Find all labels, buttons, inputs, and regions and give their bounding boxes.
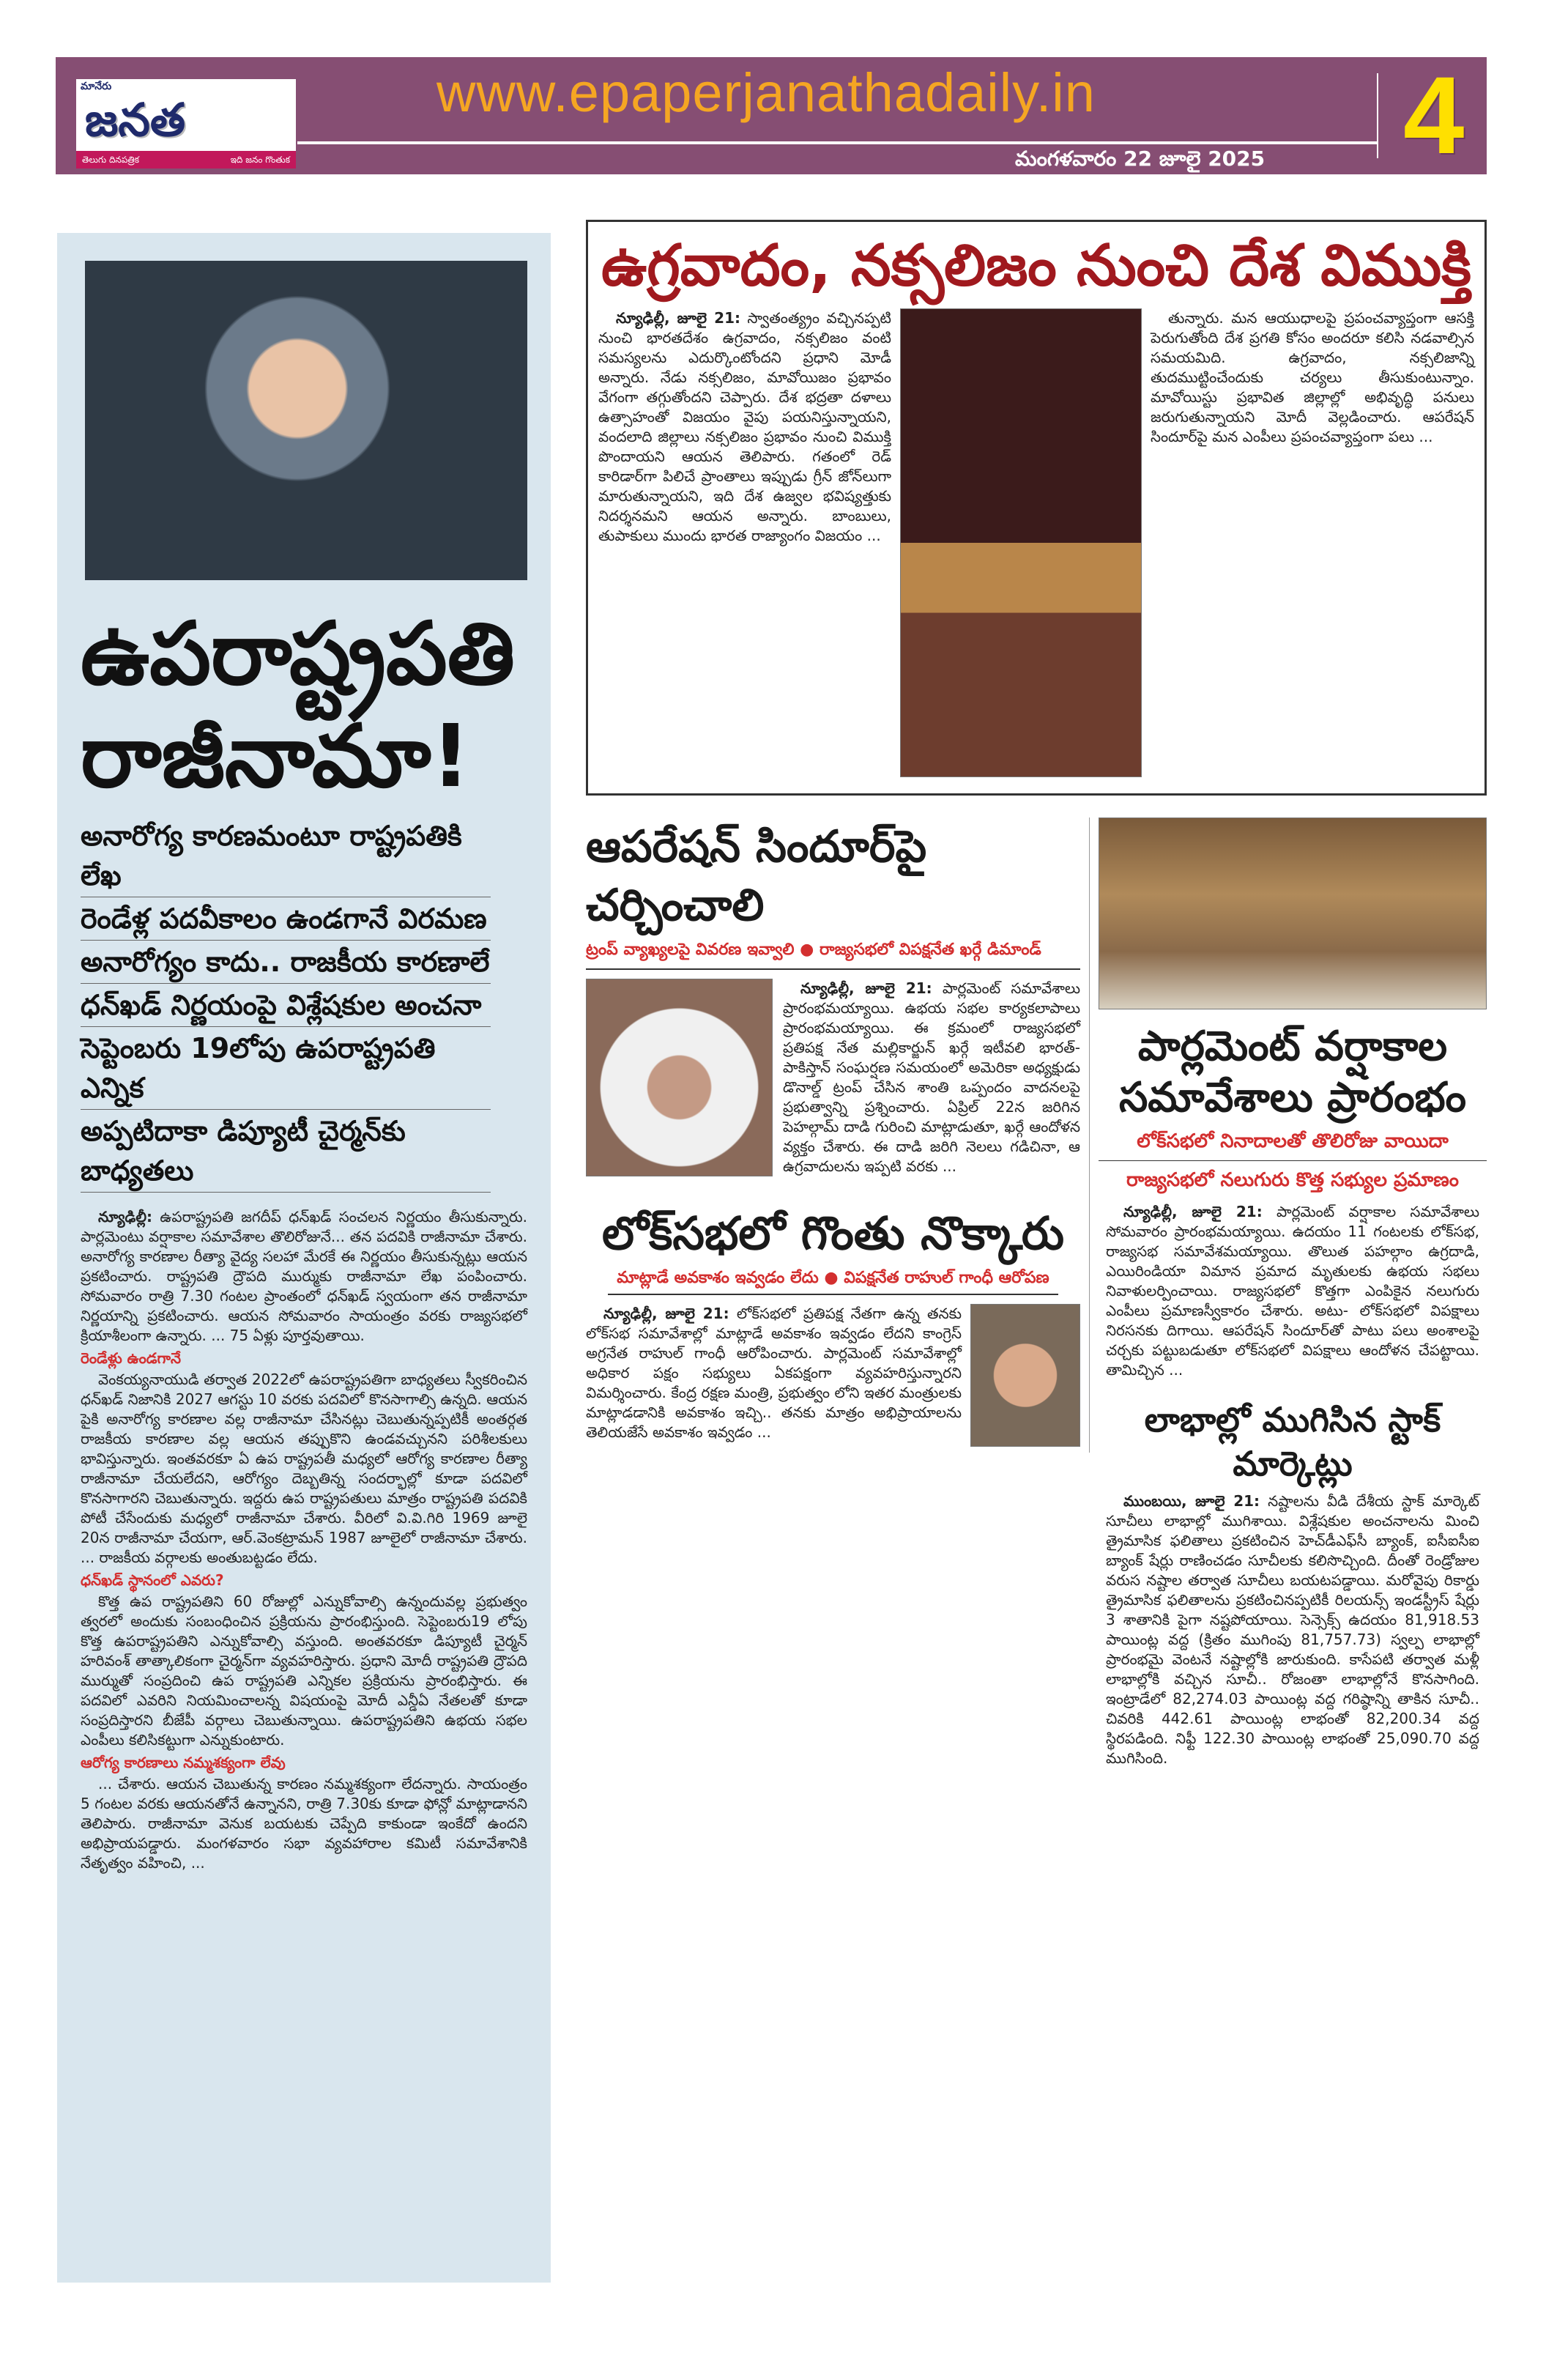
masthead [56, 53, 1487, 177]
paragraph: పార్లమెంట్ వర్షాకాల సమావేశాలు సోమవారం ప్రారంభమయ్యాయి. ఉదయం 11 గంటలకు లోక్‌సభ, రాజ్యసభ సమావేశమయ్యాయి. తొలుత పహల్గాం ఉగ్రదాడి, ఎయిరిండియా విమాన ప్రమాద మృతులకు ఉభయ సభలు నివాళులర్పించాయి. రాజ్యసభలో కొత్తగా ఎంపికైన నలుగురు ఎంపీలు ప్రమాణస్వీకారం చేశారు. అటు- లోక్‌సభలో విపక్షాలు నిరసనకు దిగాయి. ఆపరేషన్ సిందూర్‌తో పాటు పలు అంశాలపై చర్చకు పట్టుబడుతూ లోక్‌సభలో విపక్షాలు ఆందోళన చేపట్టాయి. తామిచ్చిన ... [1106, 1203, 1479, 1379]
paragraph: ఉపరాష్ట్రపతి జగదీప్ ధన్‌ఖడ్ సంచలన నిర్ణయం తీసుకున్నారు. పార్లమెంటు వర్షాకాల సమావేశాల తొలిరోజునే... తన పదవికి రాజీనామా చేశారు. అనారోగ్య కారణాల రీత్యా వైద్య సలహా మేరకే ఈ నిర్ణయం తీసుకున్నట్లు ఆయన ప్రకటించారు. రాష్ట్రపతి ద్రౌపది ముర్ముకు రాజీనామా లేఖ పంపించారు. సోమవారం రాత్రి 7.30 గంటల ప్రాంతంలో ధన్‌ఖడ్ స్వయంగా తన రాజీనామా నిర్ణయాన్ని ప్రకటించారు. ఆయన సోమవారం సాయంత్రం వరకు రాజ్యసభలో క్రియాశీలంగా ఉన్నారు. ... 75 ఏళ్లు పూర్తవుతాయి. [81, 1208, 528, 1344]
dateline: న్యూఢిల్లీ, జూలై 21: [616, 309, 740, 327]
masthead-divider [297, 141, 1377, 144]
paragraph: ... చేశారు. ఆయన చెబుతున్న కారణం నమ్మశక్యంగా లేదన్నారు. సాయంత్రం 5 గంటల వరకు ఆయనతోనే ఉన్నానని, రాత్రి 7.30కు కూడా ఫోన్లో మాట్లాడానని తెలిపారు. రాజీనామా వెనుక బయటకు చెప్పేది కాకుండా ఇంకేదో ఉందని అభిప్రాయపడ్డారు. మంగళవారం సభా వ్యవహారాల కమిటీ సమావేశానికి నేతృత్వం వహించి, ... [81, 1775, 527, 1872]
logo-tagline: మానేరు [81, 81, 112, 92]
issue-date: మంగళవారం 22 జూలై 2025 [1015, 147, 1266, 171]
stocks-headline: లాభాల్లో ముగిసిన స్టాక్ మార్కెట్లు [1144, 1400, 1441, 1483]
top-story-headline: ఉగ్రవాదం, నక్సలిజం నుంచి దేశ విముక్తి [601, 233, 1471, 299]
headline-line: రాజీనామా! [81, 705, 471, 807]
top-story-article [586, 220, 1487, 796]
subhead: అప్పటిదాకా డిప్యూటీ చైర్మన్‌కు బాధ్యతలు [81, 1110, 491, 1193]
dateline: న్యూఢిల్లీ, జూలై 21: [603, 1305, 729, 1322]
dateline: న్యూఢిల్లీ, జూలై 21: [1123, 1203, 1263, 1220]
paragraph: స్వాతంత్య్రం వచ్చినప్పటి నుంచి భారతదేశం ఉగ్రవాదం, నక్సలిజం వంటి సమస్యలను ఎదుర్కొంటోందని ప్రధాని మోడీ అన్నారు. నేడు నక్సలిజం, మావోయిజం ప్రభావం వేగంగా తగ్గుతోందని చెప్పారు. దేశ భద్రతా దళాలు ఉత్సాహంతో విజయం వైపు పయనిస్తున్నాయని, వందలాది జిల్లాలు నక్సలిజం ప్రభావం నుంచి విముక్తి పొందాయని ఆయన తెలిపారు. గతంలో రెడ్ కారిడార్‌గా పిలిచే ప్రాంతాలు ఇప్పుడు గ్రీన్ జోన్‌లుగా మారుతున్నాయని, ఇది దేశ ఉజ్వల భవిష్యత్తుకు నిదర్శనమని ఆయన అన్నారు. బాంబులు, తుపాకులు ముందు భారత రాజ్యాంగం విజయం ... [598, 309, 891, 544]
logo-band [76, 151, 296, 168]
modi-photo [900, 308, 1142, 777]
operation-sindoor-subhead: ట్రంప్ వ్యాఖ్యలపై వివరణ ఇవ్వాలి ● రాజ్యసభలో విపక్షనేత ఖర్గే డిమాండ్ [586, 939, 1080, 970]
parliament-subhead-2: రాజ్యసభలో నలుగురు కొత్త సభ్యుల ప్రమాణం [1099, 1160, 1487, 1193]
subhead: అనారోగ్యం కాదు.. రాజకీయ కారణాలే [81, 941, 491, 984]
subhead: రెండేళ్ల పదవీకాలం ఉండగానే విరమణ [81, 897, 491, 941]
top-story-columns [598, 308, 1474, 783]
paragraph: కొత్త ఉప రాష్ట్రపతిని 60 రోజుల్లో ఎన్నుకోవాల్సి ఉన్నందువల్ల ప్రభుత్వం త్వరలో అందుకు సంబంధించిన ప్రక్రియను ప్రారంభిస్తుంది. సెప్టెంబరు19 లోపు కొత్త ఉపరాష్ట్రపతిని ఎన్నుకోవాల్సి వస్తుంది. అంతవరకూ డిప్యూటీ చైర్మన్ హరివంశ్ తాత్కాలికంగా చైర్మన్‌గా వ్యవహరిస్తారు. ప్రధాని మోదీ రాష్ట్రపతి ద్రౌపది ముర్ముతో సంప్రదించి ఉప రాష్ట్రపతి ఎన్నికల ప్రక్రియను ప్రారంభిస్తారు. ఈ పదవిలో ఎవరిని నియమించాలన్న విషయంపై మోదీ ఎన్డీఏ నేతలతో కూడా సంప్రదిస్తారని బీజేపీ వర్గాలు చెబుతున్నాయి. ఉపరాష్ట్రపతిని ఉభయ సభల ఎంపీలు కలిసికట్టుగా ఎన్నుకుంటారు. [81, 1593, 527, 1749]
dateline: న్యూఢిల్లీ: [98, 1208, 153, 1226]
lok-sabha-headline: లోక్‌సభలో గొంతు నొక్కారు [601, 1206, 1065, 1260]
crosshead: రెండేళ్లు ఉండగానే [81, 1349, 182, 1367]
lok-sabha-subhead: మాట్లాడే అవకాశం ఇవ్వడం లేదు ● విపక్షనేత రాహుల్ గాంధీ ఆరోపణ [608, 1267, 1058, 1295]
paragraph: వెంకయ్యనాయుడి తర్వాత 2022లో ఉపరాష్ట్రపతిగా బాధ్యతలు స్వీకరించిన ధన్‌ఖడ్ నిజానికి 2027 ఆగస్టు 10 వరకు పదవిలో కొనసాగాల్సి ఉన్నది. ఆయన పైకి అనారోగ్య కారణాల వల్ల రాజీనామా చేసినట్లు చెబుతున్నప్పటికీ అంతర్గత రాజకీయ కారణాల వల్ల ఆయన తప్పుకొని ఉండవచ్చునని పరిశీలకులు భావిస్తున్నారు. ఇంతవరకూ ఏ ఉప రాష్ట్రపతీ మధ్యలో ఆరోగ్య కారణాల రీత్యా రాజీనామా చేయలేదని, ఆరోగ్యం దెబ్బతిన్న సందర్భాల్లో కూడా పదవిలో కొనసాగారని చెబుతున్నారు. ఇద్దరు ఉప రాష్ట్రపతులు మాత్రం రాష్ట్రపతి పదవికి పోటీ చేసేందుకు మధ్యలో రాజీనామా చేశారు. వీరిలో వి.వి.గిరి 1969 జూలై 20న రాజీనామా చేయగా, ఆర్.వెంకట్రామన్ 1987 జూలైలో రాజీనామా చేశారు. ... రాజకీయ వర్గాలకు అంతుబట్టడం లేదు. [81, 1371, 527, 1566]
kharge-photo [586, 979, 773, 1176]
crosshead: ధన్‌ఖడ్ స్థానంలో ఎవరు? [81, 1571, 224, 1589]
paragraph: తున్నారు. మన ఆయుధాలపై ప్రపంచవ్యాప్తంగా ఆసక్తి పెరుగుతోంది దేశ ప్రగతి కోసం అందరూ కలిసి నడవాల్సిన సమయమిది. ఉగ్రవాదం, నక్సలిజాన్ని తుదముట్టించేందుకు చర్యలు తీసుకుంటున్నాం. మావోయిస్టు ప్రభావిత జిల్లాల్లో అభివృద్ధి పనులు జరుగుతున్నాయని మోదీ వెల్లడించారు. ఆపరేషన్ సిందూర్‌పై మన ఎంపీలు ప్రపంచవ్యాప్తంగా పలు ... [1151, 309, 1474, 445]
paragraph: పార్లమెంట్ సమావేశాలు ప్రారంభమయ్యాయి. ఉభయ సభల కార్యకలాపాలు ప్రారంభమయ్యాయి. ఈ క్రమంలో రాజ్యసభలో ప్రతిపక్ష నేత మల్లికార్జున్ ఖర్గే ఇటీవలి భారత్-పాకిస్తాన్ సంఘర్షణ సమయంలో అమెరికా అధ్యక్షుడు డొనాల్డ్ ట్రంప్ చేసిన శాంతి ఒప్పందం వాదనలపై ప్రభుత్వాన్ని ప్రశ్నించారు. ఏప్రిల్ 22న జరిగిన పెహల్గామ్ దాడి గురించి మాట్లాడుతూ, ఖర్గే ఆందోళన వ్యక్తం చేశారు. ఈ దాడి జరిగి నెలలు గడిచినా, ఆ ఉగ్రవాదులను ఇప్పటి వరకు ... [783, 979, 1080, 1175]
top-story-middle [900, 308, 1142, 783]
vp-body [81, 1207, 527, 1873]
parliament-body [1099, 1193, 1487, 1380]
dhankhar-photo [85, 261, 527, 580]
parliament-photo [1099, 818, 1487, 1009]
site-url-link[interactable]: www.epaperjanathadaily.in [436, 62, 1096, 123]
subhead: ధన్‌ఖడ్ నిర్ణయంపై విశ్లేషకుల అంచనా [81, 984, 491, 1027]
headline-line: ఉపరాష్ట్రపతి [81, 603, 516, 704]
vice-president-article [57, 233, 551, 2283]
vp-headline [81, 602, 527, 807]
logo-left-tag: తెలుగు దినపత్రిక [82, 155, 140, 165]
masthead-vertical-divider [1377, 73, 1378, 158]
rahul-gandhi-photo [970, 1304, 1080, 1447]
crosshead: ఆరోగ్య కారణాలు నమ్మశక్యంగా లేవు [81, 1754, 286, 1771]
right-column [1099, 818, 1487, 1768]
vp-subheads [81, 815, 491, 1193]
top-story-column-1 [598, 308, 891, 546]
dateline: ముంబయి, జూలై 21: [1123, 1492, 1260, 1510]
newspaper-logo[interactable] [76, 79, 296, 168]
parliament-subhead-1: లోక్‌సభలో నినాదాలతో తొలిరోజు వాయిదా [1137, 1130, 1449, 1152]
paragraph: నష్టాలను వీడి దేశీయ స్టాక్ మార్కెట్ సూచీలు లాభాల్లో ముగిశాయి. విశ్లేషకుల అంచనాలను మించి త్రైమాసిక ఫలితాలు ప్రకటించిన హెచ్‌డీఎఫ్‌సీ బ్యాంక్, ఐసీఐసీఐ బ్యాంక్ షేర్లు రాణించడం సూచీలకు కలిసొచ్చింది. దీంతో రెండ్రోజుల వరుస నష్టాల తర్వాత సూచీలు బయటపడ్డాయి. మరోవైపు రికార్డు త్రైమాసిక ఫలితాలను ప్రకటించినప్పటికీ రిలయన్స్ ఇండస్ట్రీస్ షేర్లు 3 శాతానికి పైగా నష్టపోయాయి. సెన్సెక్స్ ఉదయం 81,918.53 పాయింట్ల వద్ద (క్రితం ముగింపు 81,757.73) స్వల్ప లాభాల్లో ప్రారంభమై వెంటనే నష్టాల్లోకి జారుకుంది. కాసేపటి తర్వాత మళ్లీ లాభాల్లోకి వచ్చిన సూచీ.. రోజంతా లాభాల్లోనే కొనసాగింది. ఇంట్రాడేలో 82,274.03 పాయింట్ల వద్ద గరిష్ఠాన్ని తాకిన సూచీ.. చివరికి 442.61 పాయింట్ల లాభంతో 82,200.34 వద్ద స్థిరపడింది. నిఫ్టీ 122.30 పాయింట్ల లాభంతో 25,090.70 వద్ద ముగిసింది. [1106, 1492, 1480, 1767]
logo-name: జనత [85, 93, 186, 147]
middle-column [586, 818, 1090, 1453]
logo-right-tag: ఇది జనం గొంతుక [230, 155, 290, 165]
subhead: అనారోగ్య కారణమంటూ రాష్ట్రపతికి లేఖ [81, 815, 491, 897]
subhead: సెప్టెంబరు 19లోపు ఉపరాష్ట్రపతి ఎన్నిక [81, 1027, 491, 1110]
right-area [586, 220, 1487, 1768]
page-number: 4 [1403, 53, 1465, 177]
paragraph: లోక్‌సభలో ప్రతిపక్ష నేతగా ఉన్న తనకు లోక్‌సభ సమావేశాల్లో మాట్లాడే అవకాశం ఇవ్వడం లేదని కాంగ్రెస్ అగ్రనేత రాహుల్ గాంధీ ఆరోపించారు. పార్లమెంట్ సమావేశాల్లో అధికార పక్షం సభ్యులు ఏకపక్షంగా వ్యవహరిస్తున్నారని విమర్శించారు. కేంద్ర రక్షణ మంత్రి, ప్రభుత్వం లోని ఇతర మంత్రులకు మాట్లాడడానికి అవకాశం ఇచ్చి.. తనకు మాత్రం అభిప్రాయాలను తెలియజేసే అవకాశం ఇవ్వడం ... [586, 1305, 962, 1441]
operation-sindoor-headline: ఆపరేషన్ సిందూర్‌పై చర్చించాలి [586, 821, 927, 931]
top-story-column-3 [1151, 308, 1474, 447]
parliament-headline: పార్లమెంట్ వర్షాకాల సమావేశాలు ప్రారంభం [1118, 1023, 1467, 1122]
dateline: న్యూఢిల్లీ, జూలై 21: [800, 979, 932, 997]
stocks-body [1099, 1486, 1487, 1768]
lower-section [586, 818, 1487, 1768]
